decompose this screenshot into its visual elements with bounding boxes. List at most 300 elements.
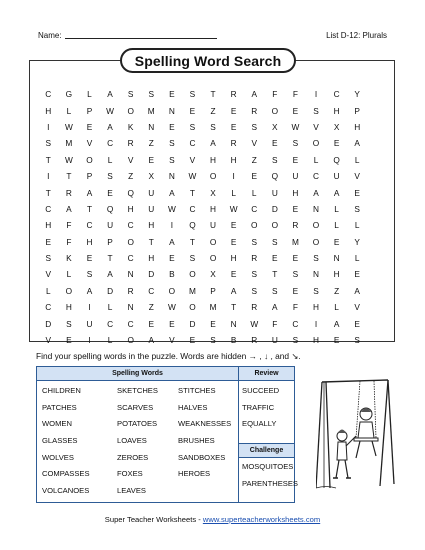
grid-letter[interactable]: H [210, 154, 217, 165]
grid-letter[interactable]: A [169, 187, 175, 198]
grid-letter[interactable]: L [45, 285, 51, 296]
grid-letter[interactable]: E [86, 253, 93, 264]
grid-letter[interactable]: N [333, 253, 340, 264]
grid-letter[interactable]: N [168, 105, 175, 116]
grid-letter[interactable]: I [47, 171, 50, 182]
grid-letter[interactable]: U [271, 187, 278, 198]
spelling-word: GLASSES [42, 436, 78, 446]
grid-letter[interactable]: E [333, 335, 340, 346]
grid-letter[interactable]: E [354, 269, 360, 280]
grid-letter[interactable]: L [334, 302, 339, 313]
spelling-word: PATCHES [42, 402, 77, 412]
grid-letter[interactable]: R [127, 138, 134, 149]
grid-letter[interactable]: R [251, 335, 258, 346]
grid-letter[interactable]: S [292, 335, 299, 346]
grid-letter[interactable]: O [312, 236, 320, 247]
grid-letter[interactable]: W [167, 203, 176, 214]
grid-letter[interactable]: T [45, 154, 51, 165]
grid-letter[interactable]: S [251, 236, 257, 247]
grid-letter[interactable]: S [251, 269, 257, 280]
grid-letter[interactable]: L [354, 220, 360, 231]
grid-letter[interactable]: I [47, 121, 50, 132]
grid-letter[interactable]: A [66, 203, 72, 214]
grid-letter[interactable]: S [313, 253, 319, 264]
grid-letter[interactable]: Z [334, 285, 340, 296]
grid-letter[interactable]: R [65, 187, 72, 198]
grid-letter[interactable]: E [230, 220, 237, 231]
grid-letter[interactable]: H [148, 253, 155, 264]
grid-letter[interactable]: R [127, 285, 134, 296]
grid-letter[interactable]: A [148, 335, 155, 346]
grid-letter[interactable]: F [292, 302, 298, 313]
grid-letter[interactable]: N [168, 171, 175, 182]
grid-letter[interactable]: L [354, 154, 360, 165]
grid-letter[interactable]: H [313, 302, 320, 313]
grid-letter[interactable]: D [45, 318, 52, 329]
grid-letter[interactable]: N [127, 269, 134, 280]
spelling-word: VOLCANOES [42, 486, 90, 496]
grid-letter[interactable]: T [272, 269, 278, 280]
grid-letter[interactable]: A [354, 138, 360, 149]
grid-letter[interactable]: V [354, 171, 360, 182]
grid-letter[interactable]: L [334, 220, 339, 231]
grid-letter[interactable]: S [66, 318, 72, 329]
grid-letter[interactable]: R [292, 220, 299, 231]
grid-letter[interactable]: U [148, 187, 155, 198]
grid-letter[interactable]: D [189, 318, 196, 329]
grid-letter[interactable]: C [45, 302, 52, 313]
grid-letter[interactable]: E [354, 187, 360, 198]
grid-letter[interactable]: W [167, 302, 176, 313]
grid-letter[interactable]: S [189, 121, 196, 132]
grid-letter[interactable]: E [230, 236, 237, 247]
grid-letter[interactable]: E [272, 138, 278, 149]
grid-letter[interactable]: Q [189, 220, 196, 231]
grid-letter[interactable]: F [272, 318, 278, 329]
grid-letter[interactable]: O [271, 220, 279, 231]
grid-row [38, 102, 388, 118]
grid-letter[interactable]: S [127, 89, 134, 100]
grid-letter[interactable]: W [64, 121, 73, 132]
grid-letter[interactable]: E [292, 253, 299, 264]
grid-letter[interactable]: C [251, 203, 258, 214]
grid-letter[interactable]: A [333, 187, 340, 198]
grid-letter[interactable]: T [189, 236, 195, 247]
grid-letter[interactable]: H [86, 236, 93, 247]
grid-letter[interactable]: W [250, 318, 259, 329]
grid-letter[interactable]: T [148, 236, 154, 247]
grid-letter[interactable]: N [313, 203, 320, 214]
grid-letter[interactable]: L [87, 89, 92, 100]
grid-letter[interactable]: R [251, 253, 258, 264]
grid-letter[interactable]: V [45, 335, 52, 346]
grid-letter[interactable]: Q [127, 187, 134, 198]
review-word: TRAFFIC [242, 402, 275, 412]
grid-row [38, 315, 388, 331]
grid-letter[interactable]: E [169, 89, 175, 100]
grid-letter[interactable]: I [88, 335, 91, 346]
grid-letter[interactable]: P [210, 285, 216, 296]
grid-letter[interactable]: E [292, 154, 299, 165]
grid-letter[interactable]: H [230, 253, 237, 264]
grid-letter[interactable]: H [127, 203, 134, 214]
grid-letter[interactable]: O [127, 335, 134, 346]
grid-letter[interactable]: C [45, 203, 52, 214]
grid-letter[interactable]: U [271, 335, 278, 346]
table-divider [238, 381, 239, 502]
grid-letter[interactable]: S [148, 89, 155, 100]
grid-letter[interactable]: E [292, 105, 299, 116]
grid-letter[interactable]: S [210, 335, 216, 346]
grid-letter[interactable]: L [66, 105, 72, 116]
grid-row [38, 234, 388, 250]
grid-letter[interactable]: C [127, 318, 134, 329]
grid-letter[interactable]: H [292, 187, 299, 198]
grid-letter[interactable]: M [291, 236, 299, 247]
grid-letter[interactable]: S [45, 138, 52, 149]
grid-letter[interactable]: L [231, 187, 236, 198]
grid-row [38, 168, 388, 184]
grid-letter[interactable]: E [333, 138, 340, 149]
grid-letter[interactable]: Z [128, 171, 134, 182]
grid-letter[interactable]: D [271, 203, 278, 214]
spelling-word: WOMEN [42, 419, 72, 429]
grid-letter[interactable]: O [127, 105, 134, 116]
grid-letter[interactable]: H [148, 220, 155, 231]
spelling-word: WEAKNESSES [178, 419, 232, 429]
spelling-column-1 [42, 386, 90, 503]
name-line[interactable] [65, 31, 217, 39]
grid-letter[interactable]: A [230, 285, 237, 296]
grid-letter[interactable]: X [148, 171, 155, 182]
grid-letter[interactable]: O [189, 302, 196, 313]
grid-letter[interactable]: Z [148, 302, 154, 313]
grid-letter[interactable]: A [107, 89, 113, 100]
grid-letter[interactable]: O [209, 171, 217, 182]
grid-letter[interactable]: C [107, 138, 114, 149]
grid-letter[interactable]: V [313, 121, 319, 132]
grid-letter[interactable]: E [272, 253, 278, 264]
grid-letter[interactable]: C [148, 285, 155, 296]
grid-letter[interactable]: R [251, 302, 258, 313]
challenge-word: MOSQUITOES [242, 462, 294, 471]
grid-letter[interactable]: C [333, 89, 340, 100]
grid-letter[interactable]: H [313, 335, 320, 346]
grid-letter[interactable]: Z [251, 154, 257, 165]
grid-letter[interactable]: E [230, 105, 237, 116]
grid-row [38, 266, 388, 282]
grid-letter[interactable]: O [209, 253, 217, 264]
grid-letter[interactable]: U [107, 220, 114, 231]
grid-letter[interactable]: A [354, 285, 360, 296]
grid-letter[interactable]: N [127, 302, 134, 313]
grid-letter[interactable]: E [66, 335, 72, 346]
grid-letter[interactable]: L [107, 335, 113, 346]
grid-letter[interactable]: O [168, 285, 176, 296]
grid-letter[interactable]: S [354, 335, 360, 346]
grid-letter[interactable]: E [45, 236, 52, 247]
grid-letter[interactable]: Z [210, 105, 216, 116]
challenge-header: Challenge [238, 443, 294, 458]
grid-letter[interactable]: M [65, 138, 73, 149]
grid-letter[interactable]: S [251, 121, 257, 132]
grid-letter[interactable]: C [189, 138, 196, 149]
grid-letter[interactable]: E [333, 236, 340, 247]
grid-row [38, 184, 388, 200]
grid-letter[interactable]: A [313, 187, 319, 198]
grid-letter[interactable]: X [210, 269, 216, 280]
grid-letter[interactable]: X [210, 187, 216, 198]
grid-letter[interactable]: L [354, 253, 360, 264]
grid-letter[interactable]: H [45, 105, 52, 116]
grid-letter[interactable]: O [312, 138, 320, 149]
grid-letter[interactable]: E [148, 154, 155, 165]
grid-letter[interactable]: W [188, 171, 197, 182]
review-word: SUCCEED [242, 386, 280, 395]
grid-letter[interactable]: I [88, 302, 91, 313]
grid-letter[interactable]: S [354, 203, 360, 214]
grid-letter[interactable]: L [334, 203, 339, 214]
challenge-word: PARENTHESES [242, 478, 298, 488]
grid-letter[interactable]: E [169, 318, 175, 329]
grid-letter[interactable]: F [66, 220, 72, 231]
grid-letter[interactable]: T [210, 89, 216, 100]
grid-letter[interactable]: C [189, 203, 196, 214]
instructions: Find your spelling words in the puzzle. Words are hidden → , ↓ , and ↘. [36, 351, 301, 361]
grid-letter[interactable]: T [189, 187, 195, 198]
grid-letter[interactable]: R [251, 105, 258, 116]
grid-letter[interactable]: O [271, 105, 279, 116]
grid-letter[interactable]: S [292, 269, 299, 280]
grid-letter[interactable]: U [210, 220, 217, 231]
grid-letter[interactable]: S [169, 138, 175, 149]
grid-letter[interactable]: U [148, 203, 155, 214]
spelling-word: COMPASSES [42, 469, 90, 479]
spelling-word: WOLVES [42, 452, 74, 462]
grid-letter[interactable]: K [127, 121, 134, 132]
name-header [38, 31, 217, 40]
grid-row [38, 201, 388, 217]
grid-letter[interactable]: N [230, 318, 237, 329]
grid-letter[interactable]: E [292, 285, 299, 296]
grid-letter[interactable]: M [188, 285, 196, 296]
grid-letter[interactable]: E [189, 335, 196, 346]
grid-letter[interactable]: W [229, 203, 238, 214]
grid-letter[interactable]: S [210, 121, 216, 132]
spelling-words-header: Spelling Words [37, 367, 238, 381]
grid-letter[interactable]: V [189, 154, 196, 165]
grid-letter[interactable]: L [251, 187, 257, 198]
review-header: Review [238, 367, 294, 381]
grid-letter[interactable]: E [169, 253, 175, 264]
grid-letter[interactable]: E [292, 203, 299, 214]
grid-letter[interactable]: S [86, 269, 93, 280]
spelling-word: CHILDREN [42, 386, 81, 395]
grid-letter[interactable]: S [169, 154, 175, 165]
grid-letter[interactable]: E [354, 318, 360, 329]
grid-letter[interactable]: M [147, 105, 155, 116]
grid-letter[interactable]: L [313, 154, 319, 165]
grid-letter[interactable]: C [313, 171, 320, 182]
grid-letter[interactable]: B [169, 269, 175, 280]
grid-letter[interactable]: E [86, 121, 93, 132]
grid-letter[interactable]: Q [271, 171, 279, 182]
grid-letter[interactable]: X [272, 121, 278, 132]
grid-letter[interactable]: A [86, 187, 93, 198]
grid-letter[interactable]: O [209, 236, 217, 247]
grid-letter[interactable]: I [314, 318, 318, 329]
grid-letter[interactable]: S [272, 236, 278, 247]
grid-letter[interactable]: Q [106, 203, 114, 214]
grid-letter[interactable]: V [169, 335, 175, 346]
grid-letter[interactable]: C [127, 220, 134, 231]
grid-row [38, 332, 388, 348]
grid-letter[interactable]: V [86, 138, 93, 149]
grid-letter[interactable]: O [189, 269, 196, 280]
spelling-word: HALVES [178, 402, 208, 412]
grid-letter[interactable]: E [230, 269, 237, 280]
grid-row [38, 86, 388, 102]
grid-letter[interactable]: U [86, 318, 93, 329]
grid-letter[interactable]: C [127, 253, 134, 264]
grid-letter[interactable]: K [66, 253, 72, 264]
grid-letter[interactable]: C [292, 318, 299, 329]
swing-set-illustration [316, 376, 396, 496]
grid-letter[interactable]: S [107, 171, 113, 182]
grid-letter[interactable]: H [354, 121, 361, 132]
grid-letter[interactable]: V [45, 269, 52, 280]
page-title: Spelling Word Search [120, 48, 296, 73]
challenge-column [242, 462, 298, 495]
grid-letter[interactable]: E [169, 121, 175, 132]
grid-letter[interactable]: T [86, 203, 93, 214]
grid-letter[interactable]: C [107, 318, 114, 329]
grid-letter[interactable]: W [291, 121, 300, 132]
grid-letter[interactable]: S [272, 285, 278, 296]
spelling-word: SKETCHES [117, 386, 158, 395]
grid-letter[interactable]: N [313, 269, 320, 280]
grid-letter[interactable]: Z [148, 138, 154, 149]
grid-letter[interactable]: L [107, 154, 113, 165]
grid-letter[interactable]: A [107, 121, 113, 132]
grid-letter[interactable]: D [107, 285, 114, 296]
grid-letter[interactable]: I [170, 220, 174, 231]
grid-letter[interactable]: L [107, 302, 113, 313]
grid-letter[interactable]: Y [354, 89, 360, 100]
grid-letter[interactable]: S [251, 285, 257, 296]
grid-letter[interactable]: E [251, 171, 257, 182]
grid-letter[interactable]: T [45, 187, 51, 198]
grid-letter[interactable]: S [313, 285, 319, 296]
grid-letter[interactable]: E [148, 318, 155, 329]
grid-letter[interactable]: A [272, 302, 278, 313]
grid-letter[interactable]: P [107, 236, 113, 247]
grid-letter[interactable]: F [292, 89, 298, 100]
spelling-word: ZEROES [117, 452, 149, 462]
grid-letter[interactable]: R [230, 138, 237, 149]
grid-letter[interactable]: R [230, 89, 237, 100]
grid-letter[interactable]: O [127, 236, 134, 247]
grid-letter[interactable]: Y [354, 236, 360, 247]
grid-letter[interactable]: Q [333, 154, 340, 165]
grid-letter[interactable]: I [314, 89, 318, 100]
grid-letter[interactable]: E [230, 121, 237, 132]
grid-letter[interactable]: V [127, 154, 134, 165]
grid-letter[interactable]: A [107, 269, 113, 280]
grid-letter[interactable]: A [86, 285, 93, 296]
grid-letter[interactable]: W [64, 154, 73, 165]
grid-letter[interactable]: M [209, 302, 217, 313]
grid-letter[interactable]: P [86, 105, 93, 116]
grid-letter[interactable]: E [210, 318, 216, 329]
grid-letter[interactable]: S [45, 253, 52, 264]
grid-letter[interactable]: T [66, 171, 72, 182]
spelling-word: BRUSHES [178, 436, 215, 446]
grid-letter[interactable]: O [251, 220, 258, 231]
grid-letter[interactable]: A [169, 236, 175, 247]
grid-letter[interactable]: A [251, 89, 257, 100]
grid-letter[interactable]: U [333, 171, 340, 182]
grid-letter[interactable]: B [230, 335, 237, 346]
grid-letter[interactable]: S [313, 105, 319, 116]
grid-letter[interactable]: O [312, 220, 320, 231]
grid-letter[interactable]: T [231, 302, 237, 313]
grid-letter[interactable]: A [210, 138, 216, 149]
grid-letter[interactable]: S [272, 154, 278, 165]
grid-letter[interactable]: I [232, 171, 235, 182]
grid-letter[interactable]: D [148, 269, 155, 280]
grid-row [38, 217, 388, 233]
grid-letter[interactable]: H [333, 269, 340, 280]
grid-letter[interactable]: C [45, 89, 52, 100]
grid-letter[interactable]: W [106, 105, 114, 116]
grid-letter[interactable]: P [86, 171, 93, 182]
grid-letter[interactable]: V [354, 302, 360, 313]
grid-letter[interactable]: F [272, 89, 278, 100]
grid-letter[interactable]: P [354, 105, 360, 116]
grid-letter[interactable]: E [107, 187, 113, 198]
spelling-column-2 [117, 386, 158, 503]
footer-link[interactable]: www.superteacherworksheets.com [202, 515, 321, 524]
grid-letter[interactable]: S [292, 138, 299, 149]
grid-letter[interactable]: H [65, 302, 72, 313]
grid-letter[interactable]: F [66, 236, 72, 247]
grid-letter[interactable]: L [66, 269, 72, 280]
grid-row [38, 250, 388, 266]
grid-row [38, 299, 388, 315]
grid-letter[interactable]: T [107, 253, 113, 264]
grid-letter[interactable]: C [86, 220, 93, 231]
grid-letter[interactable]: S [189, 253, 196, 264]
grid-letter[interactable]: U [292, 171, 299, 182]
spelling-word: LEAVES [117, 486, 146, 496]
grid-letter[interactable]: H [333, 105, 340, 116]
grid-letter[interactable]: A [333, 318, 340, 329]
grid-letter[interactable]: V [251, 138, 257, 149]
grid-letter[interactable]: X [333, 121, 340, 132]
grid-letter[interactable]: H [45, 220, 52, 231]
grid-letter[interactable]: O [65, 285, 73, 296]
spelling-word: SCARVES [117, 402, 154, 412]
grid-letter[interactable]: H [230, 154, 237, 165]
grid-letter[interactable]: E [189, 105, 196, 116]
grid-letter[interactable]: G [65, 89, 73, 100]
grid-letter[interactable]: N [148, 121, 155, 132]
grid-letter[interactable]: O [86, 154, 93, 165]
grid-letter[interactable]: S [189, 89, 196, 100]
spelling-word: STITCHES [178, 386, 216, 395]
grid-letter[interactable]: H [210, 203, 217, 214]
